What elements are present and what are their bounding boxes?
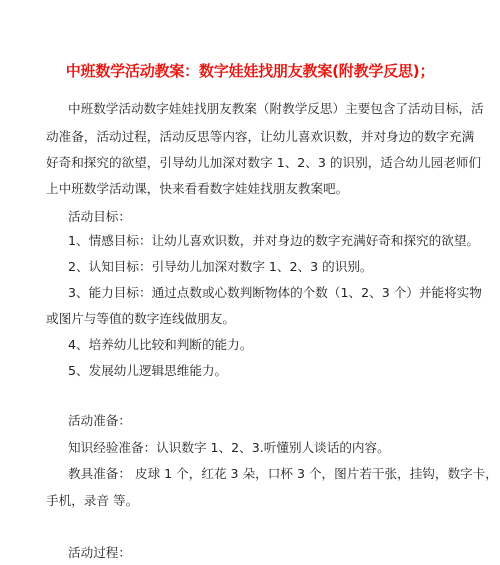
goal-item-continued: 或图片与等值的数字连线做朋友。 [46, 311, 235, 326]
process-heading: 活动过程： [68, 545, 131, 560]
goal-item: 3、能力目标：通过点数或心数判断物体的个数（1、2、3 个）并能将实物 [68, 285, 482, 300]
prep-tools: 教具准备： 皮球 1 个，红花 3 朵，口杯 3 个，图片若干张，挂钩，数字卡， [68, 466, 498, 481]
goals-heading: 活动目标： [68, 209, 131, 224]
intro-line: 中班数学活动数字娃娃找朋友教案（附教学反思）主要包含了活动目标，活 [68, 101, 484, 116]
goal-item: 1、情感目标：让幼儿喜欢识数，并对身边的数字充满好奇和探究的欲望。 [68, 233, 480, 248]
document-title: 中班数学活动教案：数字娃娃找朋友教案(附教学反思)； [65, 62, 435, 80]
intro-line: 好奇和探究的欲望，引导幼儿加深对数字 1、2、3 的识别，适合幼儿园老师们 [46, 155, 482, 170]
goal-item: 5、发展幼儿逻辑思维能力。 [68, 363, 228, 378]
intro-line: 上中班数学活动课，快来看看数字娃娃找朋友教案吧。 [46, 181, 349, 196]
goal-item: 4、培养幼儿比较和判断的能力。 [68, 337, 253, 352]
prep-knowledge: 知识经验准备：认识数字 1、2、3.听懂别人谈话的内容。 [68, 440, 390, 455]
prep-heading: 活动准备： [68, 413, 131, 428]
prep-tools-continued: 手机，录音 等。 [46, 493, 139, 508]
goal-item: 2、认知目标：引导幼儿加深对数字 1、2、3 的识别。 [68, 259, 373, 274]
intro-line: 动准备，活动过程，活动反思等内容，让幼儿喜欢识数，并对身边的数字充满 [46, 129, 475, 144]
